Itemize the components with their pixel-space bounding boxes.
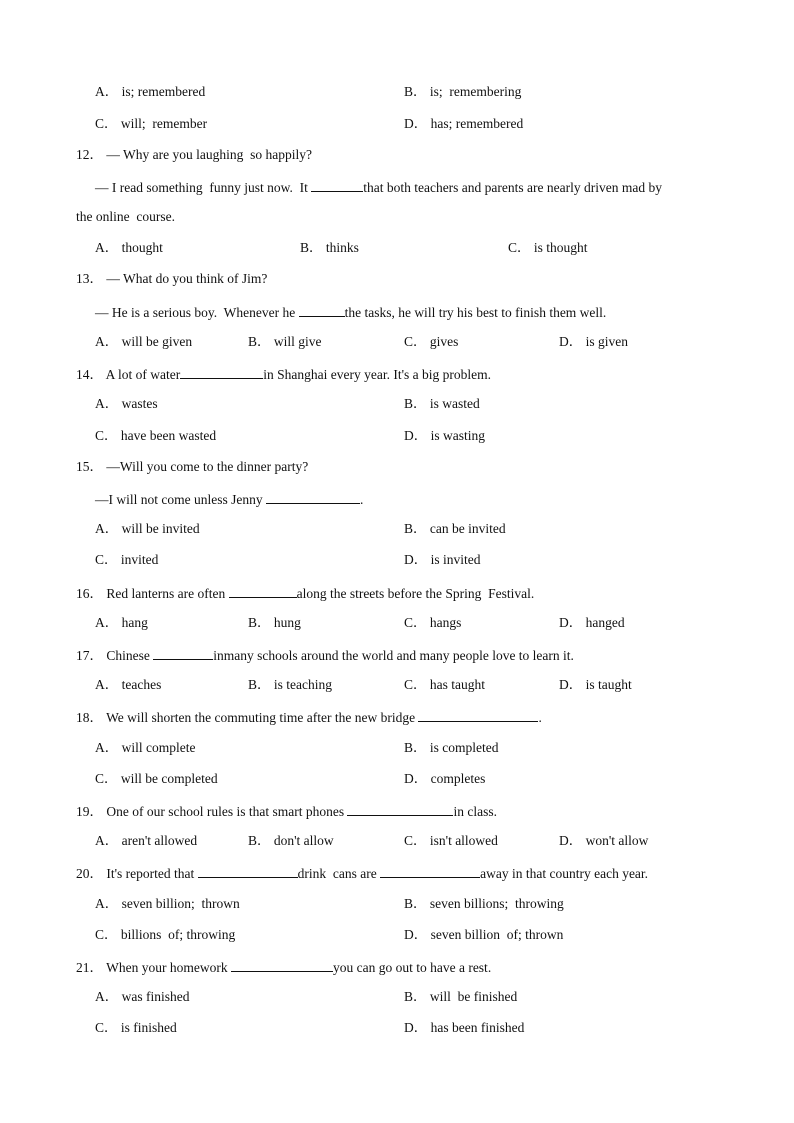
option-d: D． is taught	[559, 677, 632, 692]
option-b: B． hung	[248, 615, 301, 630]
option-a: A． will be given	[95, 334, 193, 349]
q14-text-a: 14． A lot of water	[76, 367, 181, 382]
question-20-stem	[76, 865, 648, 881]
q13-text-b: the tasks, he will try his best to finish them well.	[344, 305, 607, 320]
option-c: C． will be completed	[95, 771, 218, 786]
option-b: B． is; remembering	[404, 84, 522, 99]
option-c: C． billions of; throwing	[95, 927, 236, 942]
q12-text-a: — I read something funny just now. It	[95, 180, 312, 195]
option-b: B． can be invited	[404, 521, 506, 536]
option-c: C． will; remember	[95, 116, 208, 131]
question-19-stem	[76, 803, 497, 819]
q20-text-a: 20． It's reported that	[76, 866, 198, 881]
q21-text-a: 21． When your homework	[76, 960, 231, 975]
question-21-stem	[76, 959, 491, 975]
q20-text-c: away in that country each year.	[480, 866, 649, 881]
q18-text-b: .	[538, 710, 542, 725]
option-c: C． isn't allowed	[404, 833, 498, 848]
option-d: D． is given	[559, 334, 628, 349]
option-a: A． seven billion; thrown	[95, 896, 240, 911]
question-16-stem	[76, 585, 534, 601]
answer-blank	[347, 803, 453, 816]
answer-blank	[299, 304, 345, 317]
question-12-line1: 12． — Why are you laughing so happily?	[76, 147, 312, 162]
option-a: A． was finished	[95, 989, 190, 1004]
q21-text-b: you can go out to have a rest.	[332, 960, 492, 975]
option-a: A． wastes	[95, 396, 158, 411]
answer-blank	[180, 366, 263, 379]
option-d: D． seven billion of; thrown	[404, 927, 564, 942]
option-c: C． is thought	[508, 240, 588, 255]
question-18-stem	[76, 709, 542, 725]
answer-blank	[266, 491, 360, 504]
q15-text-a: —I will not come unless Jenny	[95, 492, 266, 507]
question-13-line2	[95, 304, 606, 320]
question-15-line1: 15． —Will you come to the dinner party?	[76, 459, 309, 474]
question-15-line2	[95, 491, 363, 507]
option-b: B． will give	[248, 334, 322, 349]
option-a: A． will complete	[95, 740, 196, 755]
option-a: A． is; remembered	[95, 84, 206, 99]
answer-blank	[229, 585, 297, 598]
q17-text-a: 17． Chinese	[76, 648, 154, 663]
option-c: C． gives	[404, 334, 459, 349]
option-a: A． hang	[95, 615, 148, 630]
q13-text-a: — He is a serious boy. Whenever he	[95, 305, 299, 320]
q19-text-b: in class.	[453, 804, 497, 819]
option-c: C． has taught	[404, 677, 485, 692]
answer-blank	[311, 179, 363, 192]
option-d: D． is invited	[404, 552, 481, 567]
option-d: D． won't allow	[559, 833, 649, 848]
question-17-stem	[76, 647, 574, 663]
answer-blank	[231, 959, 333, 972]
option-c: C． hangs	[404, 615, 462, 630]
option-d: D． has been finished	[404, 1020, 525, 1035]
q12-text-b: that both teachers and parents are nearly driven mad by	[363, 180, 662, 195]
option-a: A． aren't allowed	[95, 833, 198, 848]
q15-text-b: .	[359, 492, 364, 507]
q20-text-b: drink cans are	[297, 866, 381, 881]
q16-text-a: 16． Red lanterns are often	[76, 586, 229, 601]
option-c: C． have been wasted	[95, 428, 217, 443]
question-12-line2	[95, 179, 662, 195]
option-b: B． is completed	[404, 740, 499, 755]
option-b: B． seven billions; throwing	[404, 896, 564, 911]
answer-blank	[153, 647, 213, 660]
option-d: D． is wasting	[404, 428, 485, 443]
question-12-line3: the online course.	[76, 209, 175, 224]
option-b: B． will be finished	[404, 989, 518, 1004]
option-a: A． teaches	[95, 677, 162, 692]
q17-text-b: inmany schools around the world and many people love to learn it.	[213, 648, 574, 663]
question-14-stem	[76, 366, 491, 382]
option-b: B． thinks	[300, 240, 359, 255]
answer-blank	[198, 865, 298, 878]
option-d: D． completes	[404, 771, 486, 786]
option-c: C． is finished	[95, 1020, 177, 1035]
answer-blank	[380, 865, 480, 878]
question-13-line1: 13． — What do you think of Jim?	[76, 271, 268, 286]
q14-text-b: in Shanghai every year. It's a big problem.	[263, 367, 491, 382]
option-b: B． don't allow	[248, 833, 334, 848]
option-b: B． is teaching	[248, 677, 332, 692]
option-a: A． thought	[95, 240, 163, 255]
answer-blank	[418, 709, 538, 722]
option-a: A． will be invited	[95, 521, 200, 536]
q16-text-b: along the streets before the Spring Festival.	[296, 586, 535, 601]
option-b: B． is wasted	[404, 396, 480, 411]
option-c: C． invited	[95, 552, 159, 567]
q18-text-a: 18． We will shorten the commuting time after the new bridge	[76, 710, 419, 725]
option-d: D． hanged	[559, 615, 625, 630]
option-d: D． has; remembered	[404, 116, 524, 131]
q19-text-a: 19． One of our school rules is that smart phones	[76, 804, 348, 819]
